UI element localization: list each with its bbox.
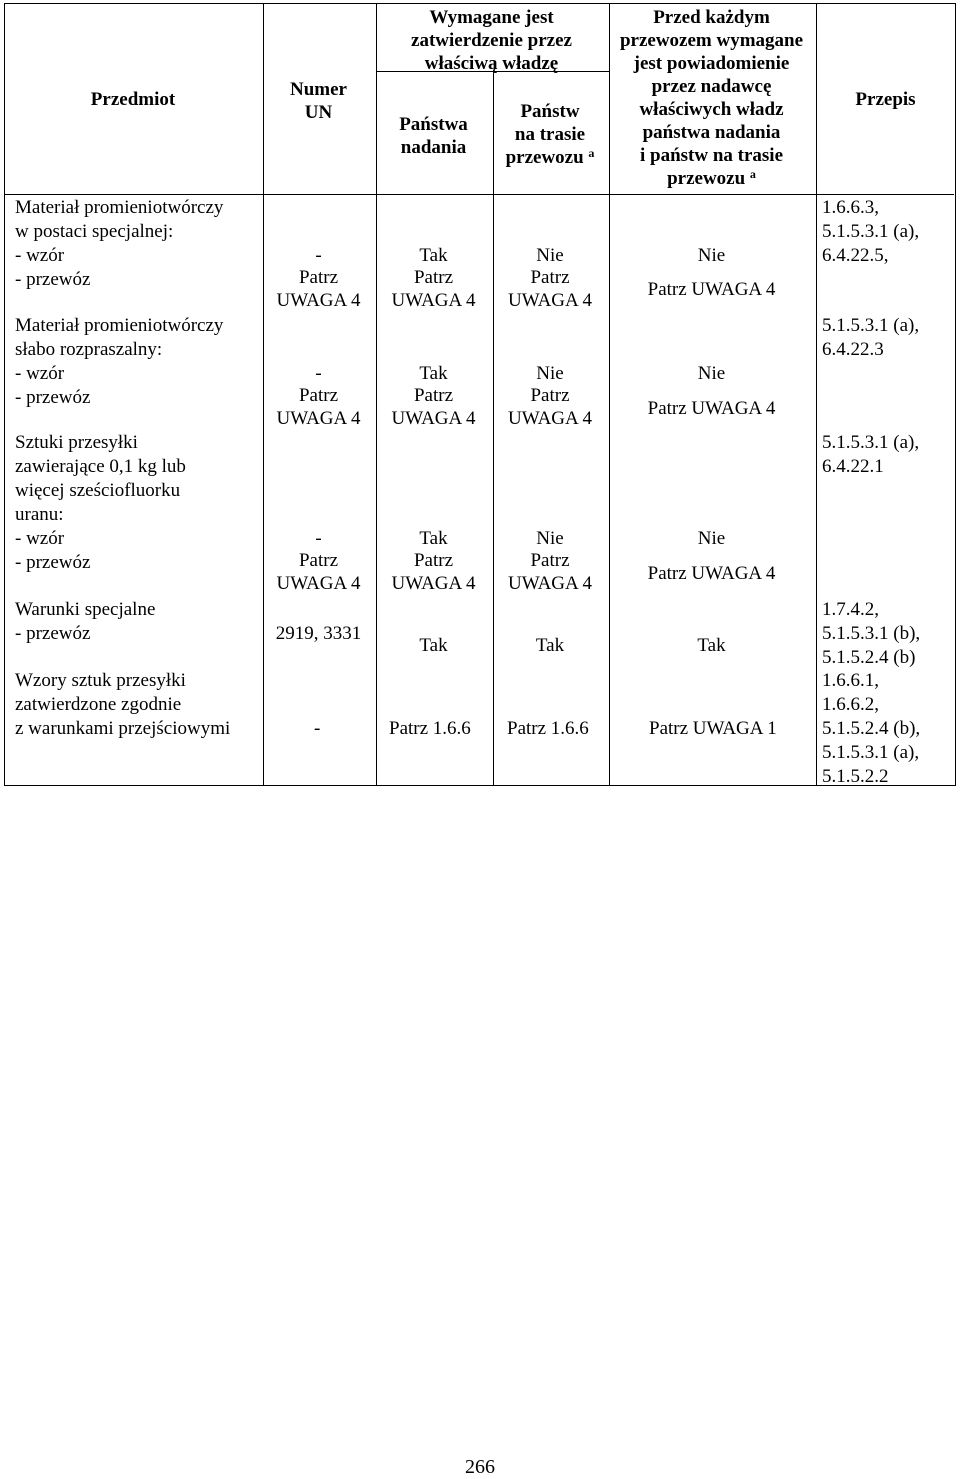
- row3-przedmiot-2: zawierające 0,1 kg lub: [15, 456, 186, 477]
- row5-przedmiot-2: zatwierdzone zgodnie: [15, 694, 182, 715]
- header-trasie-1: Państw: [520, 101, 580, 122]
- row3-nadania-2: Patrz: [413, 550, 454, 571]
- row3-nadania-1: Tak: [419, 528, 448, 549]
- row3-un-1: -: [315, 528, 322, 549]
- row5-przepis-1: 1.6.6.1,: [822, 670, 879, 691]
- footnote-mark: a: [588, 146, 595, 160]
- row5-przepis-2: 1.6.6.2,: [822, 694, 879, 715]
- row3-nadania-3: UWAGA 4: [391, 573, 476, 594]
- row2-nadania-1: Tak: [419, 363, 448, 384]
- row1-trasie-2: Patrz: [530, 267, 570, 288]
- header-przepis: Przepis: [855, 89, 916, 110]
- header-powiad-5: właściwych władz: [639, 99, 784, 120]
- row3-przepis-1: 5.1.5.3.1 (a),: [822, 432, 920, 453]
- header-powiad-4: przez nadawcę: [651, 76, 772, 97]
- footnote-mark: a: [749, 167, 756, 181]
- header-powiad-8: przewozu $^a$: [667, 167, 756, 189]
- row3-powiad-1: Nie: [697, 528, 726, 549]
- row1-nadania-1: Tak: [419, 245, 448, 266]
- row2-nadania-2: Patrz: [413, 385, 454, 406]
- row2-powiad-2: Patrz UWAGA 4: [647, 398, 776, 419]
- row3-powiad-2: Patrz UWAGA 4: [647, 563, 776, 584]
- row1-nadania-2: Patrz: [413, 267, 454, 288]
- row2-przedmiot-3: - wzór: [15, 363, 65, 384]
- header-trasie-3: przewozu $^a$: [505, 146, 595, 168]
- header-powiad-3: jest powiadomienie: [633, 53, 790, 74]
- row4-trasie: Tak: [535, 635, 565, 656]
- row1-un-2: Patrz: [298, 267, 339, 288]
- row4-un: 2919, 3331: [275, 623, 362, 644]
- row5-przepis-4: 5.1.5.3.1 (a),: [822, 742, 920, 763]
- row4-przepis-2: 5.1.5.3.1 (b),: [822, 623, 921, 644]
- row2-trasie-3: UWAGA 4: [508, 408, 592, 429]
- row1-przepis-3: 6.4.22.5,: [822, 245, 889, 266]
- row4-przepis-1: 1.7.4.2,: [822, 599, 879, 620]
- row4-przedmiot-1: Warunki specjalne: [15, 599, 156, 620]
- row3-trasie-3: UWAGA 4: [508, 573, 592, 594]
- row1-przepis-2: 5.1.5.3.1 (a),: [822, 221, 920, 242]
- row2-trasie-2: Patrz: [530, 385, 570, 406]
- row1-przepis-1: 1.6.6.3,: [822, 197, 879, 218]
- row2-powiad-1: Nie: [697, 363, 726, 384]
- row1-powiad-2: Patrz UWAGA 4: [647, 279, 776, 300]
- row2-un-1: -: [315, 363, 322, 384]
- row5-un: -: [314, 718, 321, 739]
- row3-un-2: Patrz: [298, 550, 339, 571]
- row3-przedmiot-6: - przewóz: [15, 552, 91, 573]
- row2-przedmiot-2: słabo rozpraszalny:: [15, 339, 163, 360]
- row3-przepis-2: 6.4.22.1: [822, 456, 884, 477]
- row5-przedmiot-1: Wzory sztuk przesyłki: [15, 670, 186, 691]
- row4-powiad: Tak: [697, 635, 726, 656]
- header-panstwa-2: nadania: [400, 137, 467, 158]
- header-numer: Numer: [290, 79, 347, 100]
- row1-przedmiot-3: - wzór: [15, 245, 65, 266]
- row1-un-3: UWAGA 4: [276, 290, 361, 311]
- column-divider: [816, 4, 817, 785]
- row2-un-2: Patrz: [298, 385, 339, 406]
- row2-un-3: UWAGA 4: [276, 408, 361, 429]
- header-powiad-6: państwa nadania: [642, 122, 781, 143]
- row5-nadania: Patrz 1.6.6: [389, 718, 471, 739]
- header-wymagane-2: zatwierdzenie przez: [411, 30, 572, 51]
- row3-un-3: UWAGA 4: [276, 573, 361, 594]
- row4-przedmiot-2: - przewóz: [15, 623, 91, 644]
- row3-trasie-2: Patrz: [530, 550, 570, 571]
- row3-przedmiot-5: - wzór: [15, 528, 65, 549]
- header-powiad-7: i państw na trasie: [639, 145, 784, 166]
- row3-przedmiot-3: więcej sześciofluorku: [15, 480, 181, 501]
- row1-trasie-1: Nie: [536, 245, 564, 266]
- row1-przedmiot-1: Materiał promieniotwórczy: [15, 197, 224, 218]
- row2-trasie-1: Nie: [536, 363, 564, 384]
- row4-przepis-3: 5.1.5.2.4 (b): [822, 647, 916, 668]
- row1-przedmiot-4: - przewóz: [15, 269, 91, 290]
- row2-przepis-1: 5.1.5.3.1 (a),: [822, 315, 920, 336]
- row3-trasie-1: Nie: [536, 528, 564, 549]
- header-trasie-2: na trasie: [514, 124, 586, 145]
- row3-przedmiot-1: Sztuki przesyłki: [15, 432, 138, 453]
- row5-przedmiot-3: z warunkami przejściowymi: [15, 718, 231, 739]
- page-number: 266: [465, 1456, 495, 1478]
- header-przedmiot: Przedmiot: [90, 89, 176, 110]
- row2-przepis-2: 6.4.22.3: [822, 339, 884, 360]
- row1-un-1: -: [315, 245, 322, 266]
- header-powiad-2: przewozem wymagane: [619, 30, 804, 51]
- row2-nadania-3: UWAGA 4: [391, 408, 476, 429]
- row5-przepis-5: 5.1.5.2.2: [822, 766, 889, 787]
- row5-powiad: Patrz UWAGA 1: [649, 718, 777, 739]
- row1-przedmiot-2: w postaci specjalnej:: [15, 221, 174, 242]
- row1-trasie-3: UWAGA 4: [508, 290, 592, 311]
- header-un: UN: [304, 102, 333, 123]
- header-wymagane-1: Wymagane jest: [429, 7, 554, 28]
- row2-przedmiot-1: Materiał promieniotwórczy: [15, 315, 224, 336]
- row5-przepis-3: 5.1.5.2.4 (b),: [822, 718, 921, 739]
- row1-nadania-3: UWAGA 4: [391, 290, 476, 311]
- header-wymagane-3: właściwą władzę: [424, 53, 559, 74]
- row5-trasie: Patrz 1.6.6: [507, 718, 589, 739]
- header-panstwa-1: Państwa: [399, 114, 468, 135]
- row1-powiad-1: Nie: [697, 245, 726, 266]
- row2-przedmiot-4: - przewóz: [15, 387, 91, 408]
- header-powiad-1: Przed każdym: [653, 7, 770, 28]
- row4-nadania: Tak: [419, 635, 448, 656]
- row3-przedmiot-4: uranu:: [15, 504, 64, 525]
- header-bottom-line: [5, 194, 954, 195]
